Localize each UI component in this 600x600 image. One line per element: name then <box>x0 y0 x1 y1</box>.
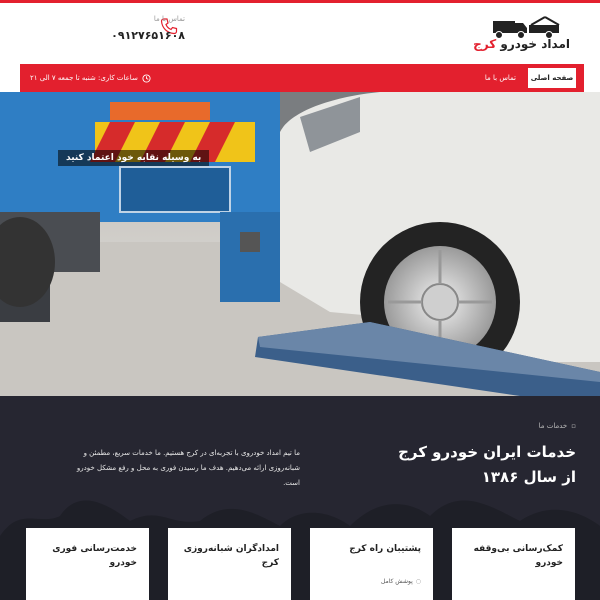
working-hours-text: ساعات کاری: شنبه تا جمعه ۷ الی ۲۱ <box>30 74 138 82</box>
main-navigation <box>20 64 584 92</box>
header-contact[interactable] <box>95 15 185 47</box>
services-title-line2: از سال ۱۳۸۶ <box>481 468 576 486</box>
logo-text-main: امداد خودرو <box>500 37 570 51</box>
site-logo[interactable] <box>435 13 570 53</box>
tow-truck-photo <box>0 92 600 396</box>
services-title <box>376 440 576 490</box>
service-card[interactable] <box>310 528 433 600</box>
service-card[interactable] <box>26 528 149 600</box>
service-card-sub: پوشش کامل <box>380 578 413 585</box>
service-card-feature <box>381 578 421 585</box>
service-card-title: خدمت‌رسانی فوری خودرو <box>52 544 137 568</box>
services-kicker-label: خدمات ما <box>538 422 568 430</box>
tow-truck-logo-icon <box>487 15 562 39</box>
service-card-title: پشتیبان راه کرج <box>349 544 421 554</box>
hero-caption: به وسیله نقابه خود اعتماد کنید <box>58 150 209 166</box>
site-header <box>0 3 600 61</box>
nav-item-contact[interactable]: تماس با ما <box>484 74 516 82</box>
logo-text <box>473 37 570 51</box>
hero-banner <box>0 92 600 396</box>
service-card-title: امدادگران شبانه‌روزی کرج <box>183 544 279 568</box>
services-kicker <box>539 422 576 430</box>
services-title-line1: خدمات ایران خودرو کرج <box>398 443 576 461</box>
services-description: ما تیم امداد خودروی با تجربه‌ای در کرج هستیم. ما خدمات سریع، مطمئن و شبانه‌روزی ارائه می‌دهیم. هدف ما رسیدن فوری به محل و رفع مشکل خودرو است. <box>76 449 300 487</box>
service-card[interactable] <box>452 528 575 600</box>
check-icon: ○ <box>415 578 421 585</box>
clock-icon <box>142 74 151 83</box>
kicker-icon: ▫ <box>571 422 576 430</box>
service-card[interactable] <box>168 528 291 600</box>
working-hours <box>30 68 151 88</box>
services-section <box>0 396 600 600</box>
phone-number[interactable]: ۰۹۱۲۷۶۵۱۶۰۸ <box>111 29 185 42</box>
service-card-title: کمک‌رسانی بی‌وقفه خودرو <box>473 544 563 568</box>
nav-item-home[interactable]: صفحه اصلی <box>528 68 576 88</box>
logo-text-accent: کرج <box>473 37 497 51</box>
contact-label: تماس با ما <box>153 15 185 23</box>
